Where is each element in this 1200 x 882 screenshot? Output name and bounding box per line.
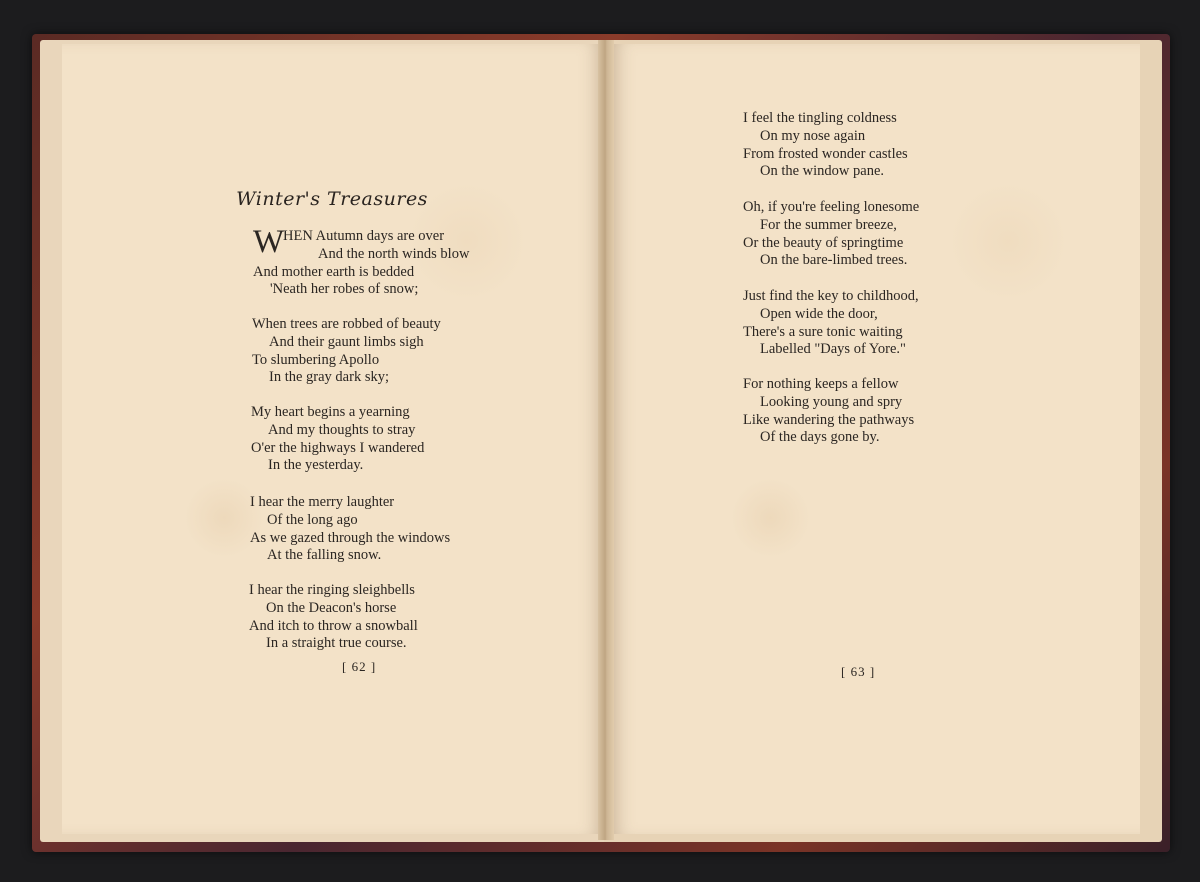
poem-line: In the gray dark sky; <box>269 369 389 386</box>
poem-line: I hear the ringing sleighbells <box>249 582 415 598</box>
poem-line: In a straight true course. <box>266 635 407 652</box>
poem-line: For the summer breeze, <box>760 216 897 233</box>
poem-line: Just find the key to childhood, <box>743 288 919 304</box>
poem-line: I feel the tingling coldness <box>743 110 897 126</box>
poem-line: At the falling snow. <box>267 547 382 564</box>
left-stanza-5 <box>249 582 418 653</box>
poem-line: Like wandering the pathways <box>743 411 915 428</box>
left-stanza-4 <box>250 494 450 565</box>
poem-line: On the Deacon's horse <box>266 599 397 616</box>
right-stanza-4 <box>743 376 914 447</box>
poem-line: Labelled "Days of Yore." <box>760 341 906 358</box>
drop-cap: W <box>253 224 285 260</box>
page-number-left: [ 62 ] <box>342 659 377 674</box>
poem-line: On my nose again <box>760 127 866 144</box>
page-number-right: [ 63 ] <box>841 664 876 679</box>
poem-line: And the north winds blow <box>318 245 470 262</box>
poem-line: O'er the highways I wandered <box>251 439 425 456</box>
poem-line: In the yesterday. <box>268 457 364 474</box>
poem-title: Winter's Treasures <box>236 188 428 210</box>
poem-line: Of the long ago <box>267 511 358 528</box>
poem-line: And itch to throw a snowball <box>249 617 418 634</box>
poem-line: Of the days gone by. <box>760 429 880 446</box>
left-stanza-3 <box>251 404 424 475</box>
poem-line: And my thoughts to stray <box>268 421 416 438</box>
book-gutter <box>598 40 614 840</box>
right-stanza-1 <box>743 110 908 181</box>
poem-line: Oh, if you're feeling lonesome <box>743 199 920 215</box>
poem-line: On the window pane. <box>760 163 885 180</box>
first-line-text: HEN Autumn days are over <box>283 228 445 244</box>
poem-line: I hear the merry laughter <box>250 494 395 510</box>
left-stanza-2 <box>252 316 441 387</box>
right-stanza-2 <box>743 199 919 270</box>
poem-line: To slumbering Apollo <box>252 351 380 368</box>
poem-line: My heart begins a yearning <box>251 404 410 420</box>
poem-line: And their gaunt limbs sigh <box>269 333 424 350</box>
right-stanza-3 <box>743 288 919 359</box>
poem-line: Looking young and spry <box>760 393 903 410</box>
left-stanza-1 <box>253 224 470 299</box>
poem-line: Open wide the door, <box>760 305 878 322</box>
poem-line: From frosted wonder castles <box>743 145 908 162</box>
poem-line: 'Neath her robes of snow; <box>270 281 419 298</box>
poem-line: For nothing keeps a fellow <box>743 376 899 392</box>
poem-line: And mother earth is bedded <box>253 263 415 280</box>
poem-line: On the bare-limbed trees. <box>760 252 908 269</box>
poem-line: There's a sure tonic waiting <box>743 323 903 340</box>
poem-line: As we gazed through the windows <box>250 529 451 546</box>
poem-line: When trees are robbed of beauty <box>252 316 441 332</box>
poem-line: Or the beauty of springtime <box>743 234 904 251</box>
